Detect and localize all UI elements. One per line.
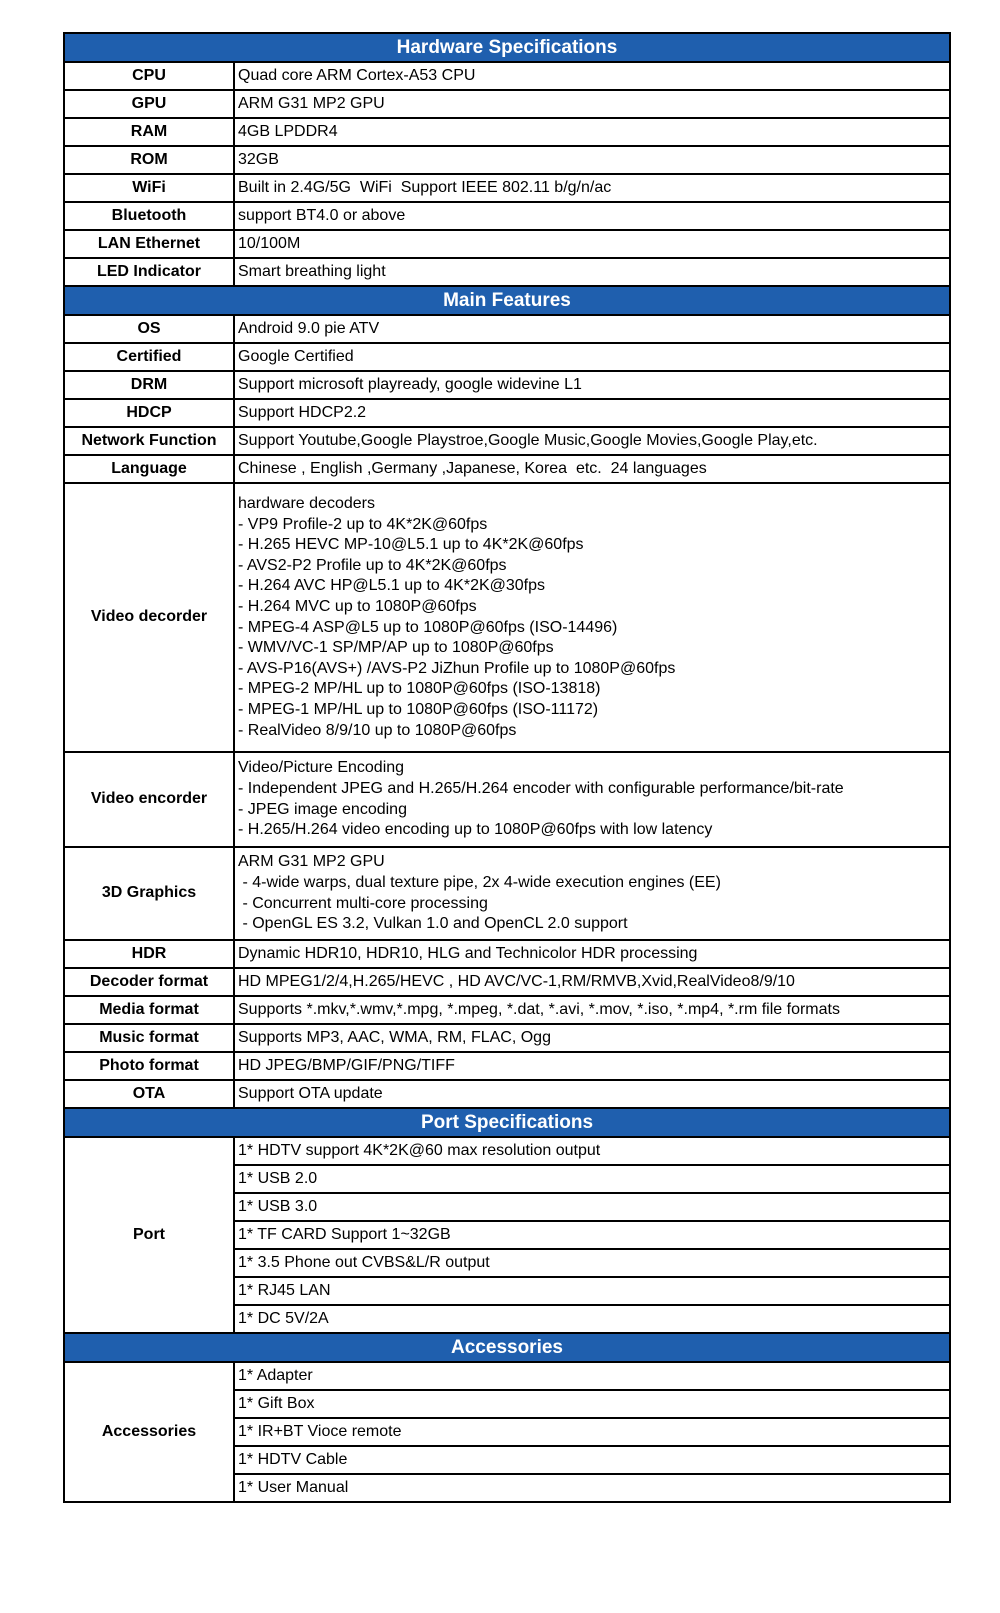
spec-value: Supports MP3, AAC, WMA, RM, FLAC, Ogg [234,1024,950,1052]
spec-value: Dynamic HDR10, HDR10, HLG and Technicolor HDR processing [234,940,950,968]
spec-value: Support HDCP2.2 [234,399,950,427]
spec-line: - 4-wide warps, dual texture pipe, 2x 4-wide execution engines (EE) [238,874,721,892]
spec-line: - H.264 MVC up to 1080P@60fps [238,597,477,615]
spec-label: ROM [64,146,234,174]
spec-row-led [64,258,950,286]
spec-line: - Independent JPEG and H.265/H.264 encoder with configurable performance/bit-rate [238,780,844,798]
spec-line: - H.265 HEVC MP-10@L5.1 up to 4K*2K@60fps [238,536,584,554]
spec-label: Accessories [64,1362,234,1502]
spec-label: Music format [64,1024,234,1052]
accessory-item: 1* Adapter [234,1362,950,1390]
spec-row-hdr [64,940,950,968]
port-item: 1* USB 2.0 [234,1165,950,1193]
spec-row-ram [64,118,950,146]
spec-label: Network Function [64,427,234,455]
spec-row-decoder-format [64,968,950,996]
spec-row-certified [64,343,950,371]
spec-line: - AVS-P16(AVS+) /AVS-P2 JiZhun Profile up to 1080P@60fps [238,659,676,677]
spec-label: Language [64,455,234,483]
spec-label: OTA [64,1080,234,1108]
accessory-item: 1* HDTV Cable [234,1446,950,1474]
spec-value-multiline [234,483,950,752]
spec-row-bluetooth [64,202,950,230]
spec-label: Port [64,1137,234,1333]
spec-label: Media format [64,996,234,1024]
spec-value: Chinese , English ,Germany ,Japanese, Korea etc. 24 languages [234,455,950,483]
spec-value-multiline [234,752,950,847]
spec-value: Support microsoft playready, google widevine L1 [234,371,950,399]
spec-line: - Concurrent multi-core processing [238,894,488,912]
spec-value: Google Certified [234,343,950,371]
section-title: Hardware Specifications [64,33,950,62]
port-item: 1* USB 3.0 [234,1193,950,1221]
spec-label: Bluetooth [64,202,234,230]
spec-row-lan [64,230,950,258]
section-header-ports [64,1108,950,1137]
spec-row-rom [64,146,950,174]
spec-value: HD MPEG1/2/4,H.265/HEVC , HD AVC/VC-1,RM/RMVB,Xvid,RealVideo8/9/10 [234,968,950,996]
spec-label: Certified [64,343,234,371]
spec-value-multiline [234,847,950,940]
spec-label: 3D Graphics [64,847,234,940]
spec-line: Video/Picture Encoding [238,759,405,777]
spec-sheet [63,32,951,1503]
spec-row-cpu [64,62,950,90]
spec-label: WiFi [64,174,234,202]
spec-label: DRM [64,371,234,399]
spec-row-network [64,427,950,455]
spec-line: - MPEG-4 ASP@L5 up to 1080P@60fps (ISO-14496) [238,618,618,636]
spec-value: Support Youtube,Google Playstroe,Google Music,Google Movies,Google Play,etc. [234,427,950,455]
spec-value: 10/100M [234,230,950,258]
spec-line: hardware decoders [238,495,375,512]
accessory-item: 1* IR+BT Vioce remote [234,1418,950,1446]
spec-value: Android 9.0 pie ATV [234,315,950,343]
spec-label: Decoder format [64,968,234,996]
spec-value: ARM G31 MP2 GPU [234,90,950,118]
spec-line: - H.264 AVC HP@L5.1 up to 4K*2K@30fps [238,577,546,595]
section-title: Accessories [64,1333,950,1362]
spec-row-drm [64,371,950,399]
spec-line: ARM G31 MP2 GPU [238,853,385,871]
section-title: Main Features [64,286,950,315]
spec-line: - MPEG-1 MP/HL up to 1080P@60fps (ISO-11172) [238,700,599,718]
spec-value: Built in 2.4G/5G WiFi Support IEEE 802.11 b/g/n/ac [234,174,950,202]
spec-value: Quad core ARM Cortex-A53 CPU [234,62,950,90]
spec-value: Support OTA update [234,1080,950,1108]
port-item: 1* 3.5 Phone out CVBS&L/R output [234,1249,950,1277]
port-item: 1* HDTV support 4K*2K@60 max resolution output [234,1137,950,1165]
port-row [64,1137,950,1165]
spec-line: - JPEG image encoding [238,800,407,818]
spec-label: Video decorder [64,483,234,752]
spec-value: 32GB [234,146,950,174]
spec-row-ota [64,1080,950,1108]
spec-row-gpu [64,90,950,118]
spec-label: LAN Ethernet [64,230,234,258]
spec-row-music-format [64,1024,950,1052]
spec-label: HDCP [64,399,234,427]
spec-value: HD JPEG/BMP/GIF/PNG/TIFF [234,1052,950,1080]
port-item: 1* TF CARD Support 1~32GB [234,1221,950,1249]
spec-value: 4GB LPDDR4 [234,118,950,146]
port-item: 1* RJ45 LAN [234,1277,950,1305]
spec-label: HDR [64,940,234,968]
accessory-item: 1* Gift Box [234,1390,950,1418]
spec-row-photo-format [64,1052,950,1080]
section-header-hardware [64,33,950,62]
spec-line: - RealVideo 8/9/10 up to 1080P@60fps [238,721,517,739]
spec-line: - VP9 Profile-2 up to 4K*2K@60fps [238,515,488,533]
spec-value: support BT4.0 or above [234,202,950,230]
spec-label: RAM [64,118,234,146]
spec-row-3d-graphics [64,847,950,940]
spec-line: - OpenGL ES 3.2, Vulkan 1.0 and OpenCL 2.0 support [238,915,628,933]
spec-row-media-format [64,996,950,1024]
spec-value: Smart breathing light [234,258,950,286]
spec-label: Photo format [64,1052,234,1080]
spec-label: LED Indicator [64,258,234,286]
spec-line: - MPEG-2 MP/HL up to 1080P@60fps (ISO-13818) [238,680,601,698]
spec-row-video-decoder [64,483,950,752]
spec-row-hdcp [64,399,950,427]
section-header-accessories [64,1333,950,1362]
spec-line: - H.265/H.264 video encoding up to 1080P@60fps with low latency [238,821,713,839]
section-title: Port Specifications [64,1108,950,1137]
spec-table [63,32,951,1503]
spec-value: Supports *.mkv,*.wmv,*.mpg, *.mpeg, *.dat, *.avi, *.mov, *.iso, *.mp4, *.rm file formats [234,996,950,1024]
spec-label: OS [64,315,234,343]
spec-label: CPU [64,62,234,90]
accessory-item: 1* User Manual [234,1474,950,1502]
spec-line: - AVS2-P2 Profile up to 4K*2K@60fps [238,556,507,574]
spec-label: Video encorder [64,752,234,847]
spec-row-language [64,455,950,483]
spec-row-video-encoder [64,752,950,847]
spec-row-os [64,315,950,343]
section-header-features [64,286,950,315]
spec-line: - WMV/VC-1 SP/MP/AP up to 1080P@60fps [238,639,554,657]
port-item: 1* DC 5V/2A [234,1305,950,1333]
spec-row-wifi [64,174,950,202]
spec-label: GPU [64,90,234,118]
accessory-row [64,1362,950,1390]
